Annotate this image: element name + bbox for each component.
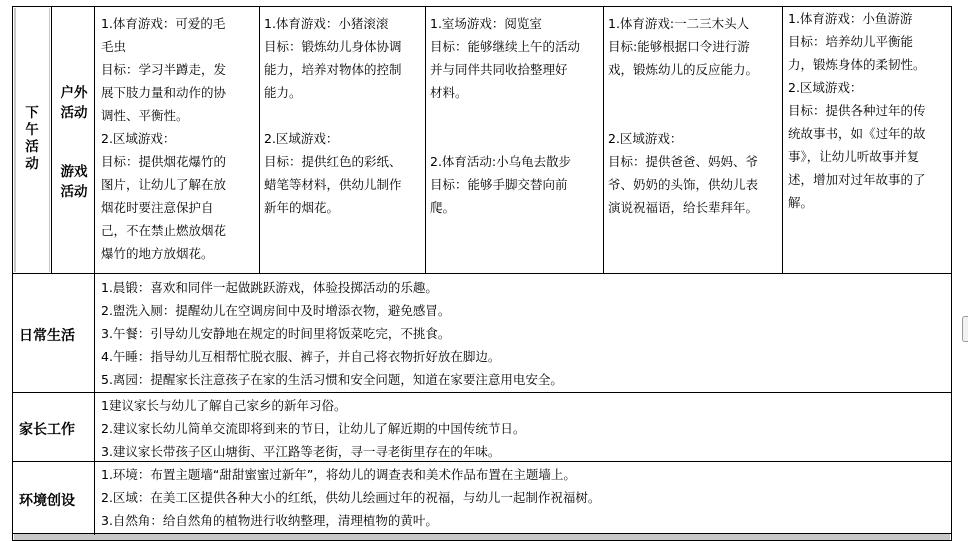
col4-line: 1.体育游戏:一二三木头人	[608, 16, 750, 31]
col2-line: 目标：锻炼幼儿身体协调	[264, 39, 402, 54]
col1-line: 己，不在禁止燃放烟花	[101, 223, 227, 238]
outdoor-line-2: 活动	[60, 105, 88, 121]
header-divider-shade	[49, 8, 50, 272]
col2-line: 蜡笔等材料，供幼儿制作	[264, 177, 402, 192]
col4-line: 戏，锻炼幼儿的反应能力。	[608, 62, 759, 77]
col2-line: 1.体育游戏：小猪滚滚	[264, 16, 389, 31]
family-item: 3.建议家长带孩子区山塘街、平江路等老街，寻一寻老街里存在的年味。	[101, 444, 501, 459]
col-divider-b	[94, 7, 95, 273]
daily-life-items	[101, 276, 946, 391]
col4-line: 爷、奶奶的头饰，供幼儿表	[608, 177, 759, 192]
family-work-label: 家长工作	[19, 422, 75, 438]
col2-line: 能力，培养对物体的控制	[264, 62, 402, 77]
afternoon-col-2	[264, 12, 422, 219]
schedule-table	[12, 6, 952, 541]
col2-line	[264, 104, 422, 127]
col3-line: 并与同伴共同收拾整理好	[430, 62, 568, 77]
bottom-border-shade	[14, 534, 950, 540]
game-activity-label	[58, 162, 90, 202]
daily-item: 2.盥洗入厕：提醒幼儿在空调房间中及时增添衣物，避免感冒。	[101, 303, 451, 318]
afternoon-col-3	[430, 12, 600, 219]
col4-line	[608, 104, 780, 127]
environment-items	[101, 463, 946, 532]
environment-item: 3.自然角：给自然角的植物进行收纳整理，清理植物的黄叶。	[101, 513, 438, 528]
col1-line: 爆竹的地方放烟花。	[101, 246, 214, 261]
col2-line: 2.区域游戏：	[264, 131, 339, 146]
daily-item: 1.晨锻：喜欢和同伴一起做跳跃游戏，体验投掷活动的乐趣。	[101, 280, 438, 295]
col3-line: 目标：能够继续上午的活动	[430, 39, 581, 54]
family-item: 1建议家长与幼儿了解自己家乡的新年习俗。	[101, 398, 347, 413]
col5-line: 述，增加对过年故事的了	[788, 172, 926, 187]
col5-line: 力，锻炼身体的柔韧性。	[788, 57, 926, 72]
afternoon-char-2: 午	[25, 122, 39, 138]
col5-line: 统故事书，如《过年的故	[788, 126, 926, 141]
col-divider-d	[425, 7, 426, 273]
col5-line: 1.体育游戏：小鱼游游	[788, 11, 913, 26]
col-divider-c	[259, 7, 260, 273]
outdoor-activity-label	[58, 83, 90, 123]
game-line-2: 活动	[60, 184, 88, 200]
daily-item: 4.午睡：指导幼儿互相帮忙脱衣服、裤子，并自己将衣物折好放在脚边。	[101, 349, 501, 364]
afternoon-label	[25, 105, 39, 173]
col5-line: 目标：培养幼儿平衡能	[788, 34, 914, 49]
col3-line: 材料。	[430, 85, 468, 100]
environment-item: 2.区域：在美工区提供各种大小的红纸，供幼儿绘画过年的祝福，与幼儿一起制作祝福树。	[101, 490, 601, 505]
col1-line: 目标：学习半蹲走，发	[101, 62, 227, 77]
col1-line: 2.区域游戏：	[101, 131, 176, 146]
col1-line: 调性、平衡性。	[101, 108, 189, 123]
afternoon-char-3: 活	[25, 139, 39, 155]
col1-line: 烟花时要注意保护自	[101, 200, 214, 215]
col3-line: 目标：能够手脚交替向前	[430, 177, 568, 192]
afternoon-char-1: 下	[25, 105, 39, 121]
left-header-shade	[14, 8, 16, 272]
game-line-1: 游戏	[60, 164, 88, 180]
col1-line: 图片，让幼儿了解在放	[101, 177, 227, 192]
col3-line	[430, 127, 600, 150]
col-divider-e	[603, 7, 604, 273]
outdoor-line-1: 户外	[60, 85, 88, 101]
daily-item: 3.午餐：引导幼儿安静地在规定的时间里将饭菜吃完，不挑食。	[101, 326, 451, 341]
col4-line: 2.区域游戏：	[608, 131, 683, 146]
col3-line: 1.室场游戏：阅览室	[430, 16, 542, 31]
environment-item: 1.环境：布置主题墙“甜甜蜜蜜过新年”，将幼儿的调查表和美术作品布置在主题墙上。	[101, 467, 576, 482]
col1-line: 展下肢力量和动作的协	[101, 85, 227, 100]
col2-line: 新年的烟花。	[264, 200, 340, 215]
col4-line: 目标：提供爸爸、妈妈、爷	[608, 154, 759, 169]
col-divider-f	[782, 7, 783, 273]
daily-item: 5.离园：提醒家长注意孩子在家的生活习惯和安全问题，知道在家要注意用电安全。	[101, 372, 563, 387]
col5-line: 事》，让幼儿听故事并复	[788, 149, 920, 164]
col1-line: 1.体育游戏：可爱的毛	[101, 16, 226, 31]
row-divider-1	[13, 273, 951, 274]
col3-line	[430, 104, 600, 127]
col-divider-a	[51, 7, 52, 273]
family-work-items	[101, 394, 946, 463]
col5-line: 2.区域游戏：	[788, 80, 863, 95]
row-divider-4	[13, 533, 951, 534]
col3-line: 2.体育活动:小乌龟去散步	[430, 154, 572, 169]
col5-line: 目标：提供各种过年的传	[788, 103, 926, 118]
col1-line: 目标：提供烟花爆竹的	[101, 154, 227, 169]
afternoon-col-4	[608, 12, 780, 219]
scroll-handle[interactable]	[962, 316, 968, 342]
row-divider-2	[13, 392, 951, 393]
col1-line: 毛虫	[101, 39, 127, 54]
label-divider	[94, 273, 95, 535]
daily-life-label: 日常生活	[19, 328, 75, 344]
col4-line	[608, 81, 780, 104]
col4-line: 演说祝福语，给长辈拜年。	[608, 200, 759, 215]
afternoon-char-4: 动	[25, 156, 39, 172]
environment-label: 环境创设	[19, 493, 75, 509]
col3-line: 爬。	[430, 200, 456, 215]
col2-line: 能力。	[264, 85, 302, 100]
col2-line: 目标：提供红色的彩纸、	[264, 154, 402, 169]
afternoon-col-5	[788, 7, 948, 214]
afternoon-col-1	[101, 12, 257, 265]
col5-line: 解。	[788, 195, 814, 210]
col4-line: 目标:能够根据口令进行游	[608, 39, 750, 54]
family-item: 2.建议家长幼儿简单交流即将到来的节日，让幼儿了解近期的中国传统节日。	[101, 421, 526, 436]
